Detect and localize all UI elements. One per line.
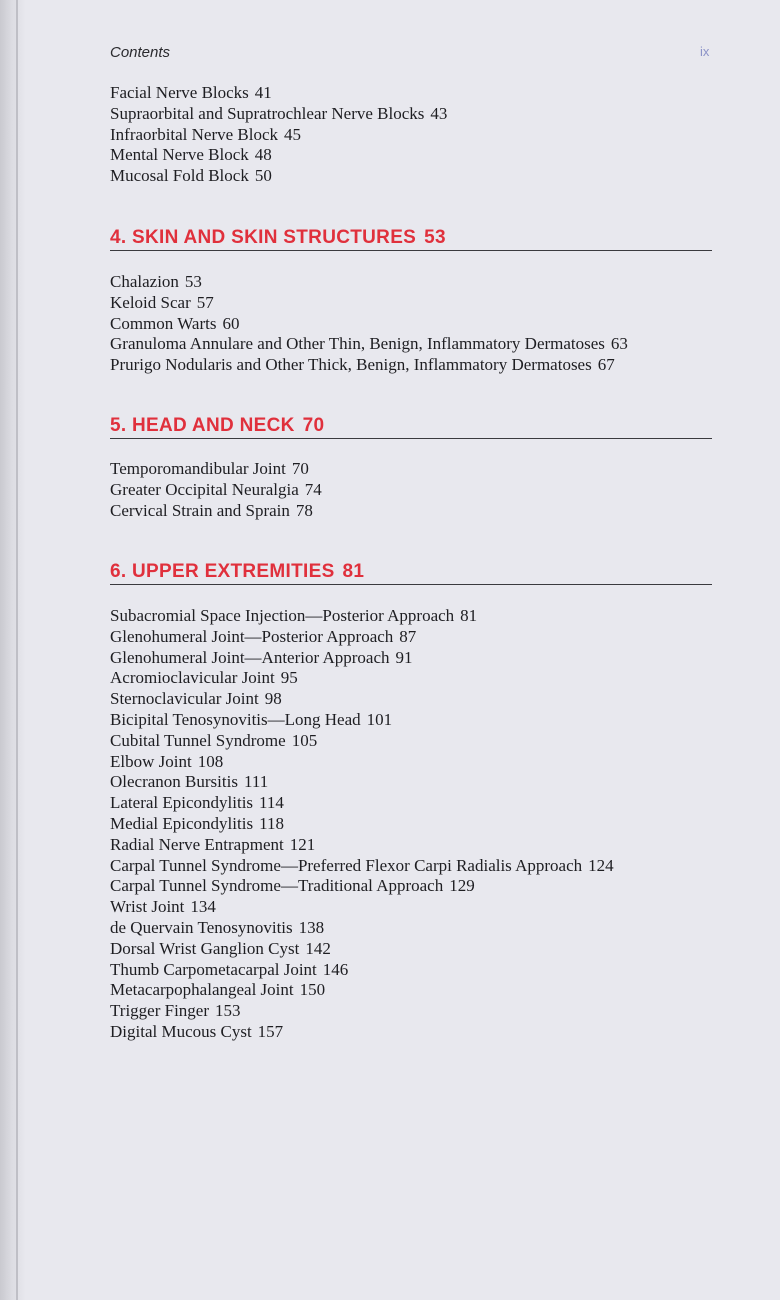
entry-title: Subacromial Space Injection—Posterior Approach — [110, 606, 455, 625]
toc-entry — [110, 83, 447, 104]
entry-title: Carpal Tunnel Syndrome—Preferred Flexor Carpi Radialis Approach — [110, 855, 583, 875]
entry-page: 98 — [264, 689, 282, 709]
entry-page: 91 — [395, 647, 413, 667]
chapter-page: 81 — [342, 561, 365, 582]
toc-entry — [110, 918, 614, 939]
entry-title: Bicipital Tenosynovitis—Long Head — [110, 709, 361, 729]
entry-page: 129 — [449, 876, 475, 896]
entry-title: Cubital Tunnel Syndrome — [110, 730, 286, 750]
toc-entry — [110, 960, 614, 981]
entry-page: 114 — [259, 793, 284, 813]
entry-page: 95 — [280, 668, 298, 688]
entry-title: Chalazion — [110, 272, 179, 291]
entry-title: Granuloma Annulare and Other Thin, Benign, Inflammatory Dermatoses — [110, 334, 605, 354]
entry-page: 108 — [197, 751, 224, 771]
toc-entry — [110, 814, 614, 835]
toc-entries-continued — [110, 83, 447, 187]
toc-entry — [110, 835, 614, 856]
entry-title: Supraorbital and Supratrochlear Nerve Blocks — [110, 103, 425, 123]
toc-entry — [110, 876, 614, 897]
toc-entry — [110, 731, 614, 752]
gutter-fold-line — [16, 0, 18, 1300]
toc-entry — [110, 668, 614, 689]
entry-title: Thumb Carpometacarpal Joint — [110, 959, 317, 979]
entry-page: 105 — [291, 730, 318, 750]
chapter-title: 4. SKIN AND SKIN STRUCTURES — [110, 227, 417, 248]
entry-title: Temporomandibular Joint — [110, 459, 286, 478]
toc-entries-chapter-6 — [110, 606, 614, 1043]
chapter-title: 6. UPPER EXTREMITIES — [110, 561, 335, 582]
entry-page: 146 — [322, 959, 349, 979]
entry-page: 70 — [291, 459, 309, 478]
toc-entry — [110, 856, 614, 877]
entry-title: Metacarpophalangeal Joint — [110, 980, 294, 1000]
toc-entry — [110, 772, 614, 793]
entry-page: 50 — [254, 166, 272, 186]
toc-entry — [110, 1022, 614, 1043]
toc-entry — [110, 314, 628, 335]
entry-title: Glenohumeral Joint—Posterior Approach — [110, 626, 394, 646]
toc-entry — [110, 648, 614, 669]
toc-entries-chapter-4 — [110, 272, 628, 376]
toc-entry — [110, 480, 322, 501]
entry-title: Sternoclavicular Joint — [110, 689, 259, 709]
entry-title: Infraorbital Nerve Block — [110, 124, 279, 144]
entry-title: Common Warts — [110, 313, 217, 333]
toc-entry — [110, 501, 322, 522]
entry-title: Digital Mucous Cyst — [110, 1021, 252, 1041]
entry-title: Facial Nerve Blocks — [110, 83, 249, 102]
chapter-page: 53 — [424, 227, 446, 248]
toc-entry — [110, 793, 614, 814]
entry-title: Trigger Finger — [110, 1001, 210, 1021]
entry-page: 43 — [430, 103, 448, 123]
entry-title: Wrist Joint — [110, 897, 185, 917]
toc-entry — [110, 272, 628, 293]
entry-title: de Quervain Tenosynovitis — [110, 917, 293, 937]
entry-title: Dorsal Wrist Ganglion Cyst — [110, 938, 300, 958]
entry-page: 57 — [196, 292, 214, 312]
toc-entry — [110, 627, 614, 648]
entry-title: Medial Epicondylitis — [110, 813, 254, 833]
entry-page: 78 — [295, 500, 313, 520]
entry-page: 101 — [366, 709, 393, 729]
page-number: ix — [700, 44, 710, 59]
entry-page: 157 — [257, 1021, 284, 1041]
entry-title: Cervical Strain and Sprain — [110, 500, 290, 520]
entry-title: Prurigo Nodularis and Other Thick, Benign, Inflammatory Dermatoses — [110, 355, 592, 375]
entry-page: 41 — [254, 83, 272, 102]
chapter-heading-6 — [110, 561, 712, 585]
toc-entry — [110, 355, 628, 376]
entry-title: Acromioclavicular Joint — [110, 668, 275, 688]
entry-page: 45 — [284, 124, 302, 144]
entry-page: 81 — [460, 606, 478, 625]
running-head: Contents — [110, 44, 171, 61]
entry-page: 63 — [610, 334, 628, 354]
chapter-title: 5. HEAD AND NECK — [110, 415, 295, 436]
toc-entry — [110, 980, 614, 1001]
entry-title: Elbow Joint — [110, 751, 192, 771]
entry-title: Olecranon Bursitis — [110, 772, 238, 792]
entry-title: Mental Nerve Block — [110, 145, 249, 165]
entry-title: Keloid Scar — [110, 292, 191, 312]
toc-entry — [110, 166, 447, 187]
entry-page: 53 — [184, 272, 202, 291]
entry-title: Radial Nerve Entrapment — [110, 834, 284, 854]
toc-entry — [110, 104, 447, 125]
toc-entry — [110, 689, 614, 710]
chapter-page: 70 — [302, 415, 325, 436]
entry-page: 48 — [254, 145, 272, 165]
toc-entry — [110, 1001, 614, 1022]
entry-page: 67 — [597, 355, 615, 375]
toc-entry — [110, 897, 614, 918]
entry-page: 121 — [289, 834, 316, 854]
toc-entry — [110, 459, 322, 480]
toc-entry — [110, 334, 628, 355]
toc-entries-chapter-5 — [110, 459, 322, 521]
entry-page: 153 — [215, 1001, 241, 1021]
chapter-heading-4 — [110, 227, 712, 251]
toc-entry — [110, 606, 614, 627]
toc-entry — [110, 939, 614, 960]
entry-page: 74 — [304, 479, 322, 499]
entry-page: 138 — [298, 917, 325, 937]
entry-title: Glenohumeral Joint—Anterior Approach — [110, 647, 390, 667]
toc-entry — [110, 125, 447, 146]
entry-page: 142 — [305, 938, 331, 958]
entry-page: 134 — [190, 897, 216, 917]
toc-entry — [110, 293, 628, 314]
entry-page: 60 — [222, 313, 240, 333]
entry-title: Greater Occipital Neuralgia — [110, 479, 299, 499]
entry-page: 111 — [243, 772, 269, 792]
toc-entry — [110, 752, 614, 773]
entry-title: Lateral Epicondylitis — [110, 793, 254, 813]
toc-entry — [110, 145, 447, 166]
entry-page: 118 — [259, 813, 284, 833]
toc-entry — [110, 710, 614, 731]
entry-title: Carpal Tunnel Syndrome—Traditional Approach — [110, 876, 444, 896]
entry-page: 124 — [588, 855, 614, 875]
entry-title: Mucosal Fold Block — [110, 166, 249, 186]
chapter-heading-5 — [110, 415, 712, 439]
entry-page: 150 — [299, 980, 326, 1000]
book-gutter — [0, 0, 26, 1300]
entry-page: 87 — [399, 626, 417, 646]
